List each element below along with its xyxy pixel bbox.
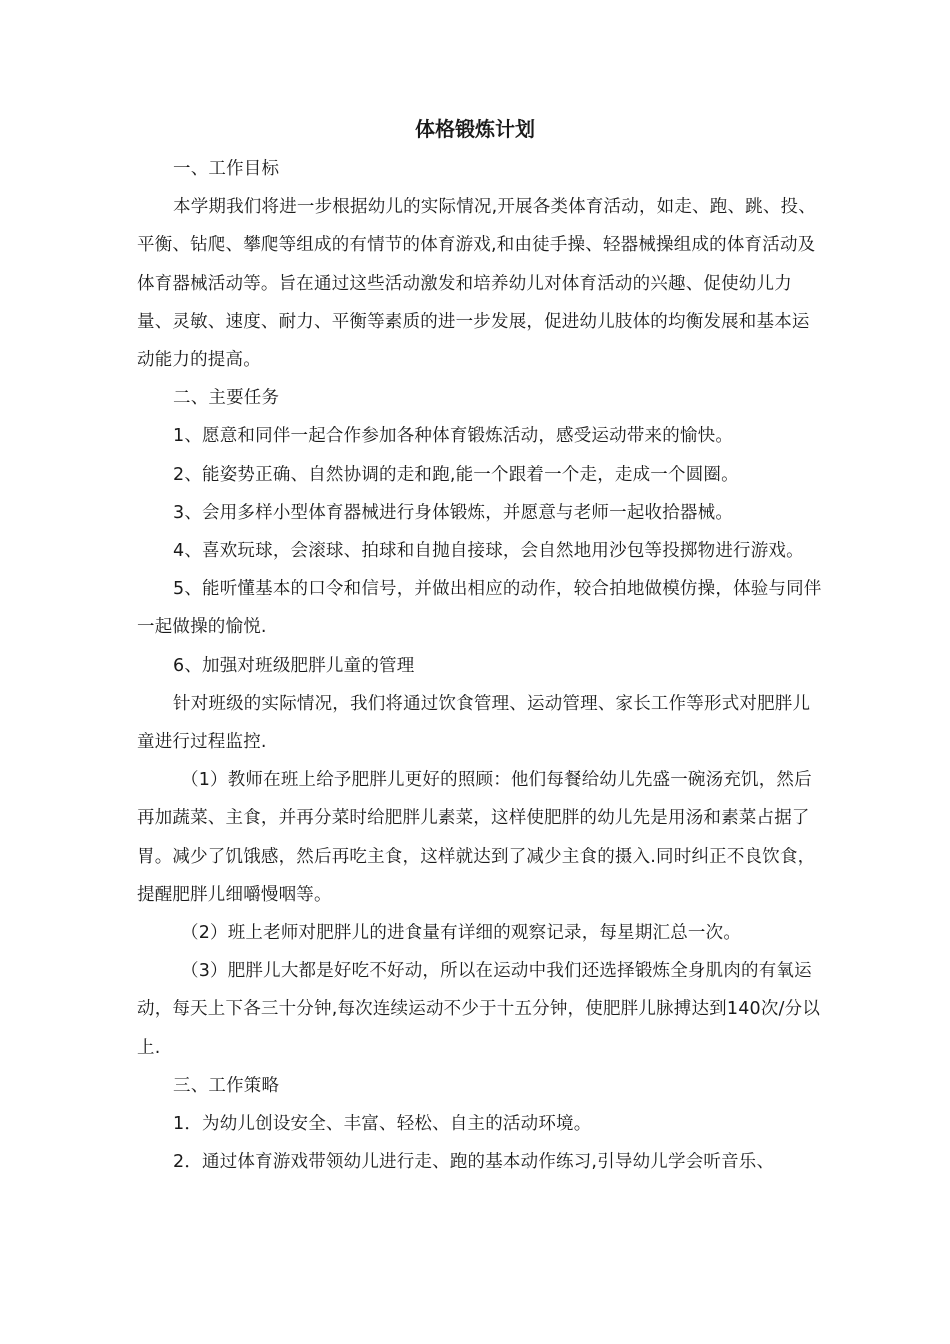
sub-item-1: （1）教师在班上给予肥胖儿更好的照顾：他们每餐给幼儿先盛一碗汤充饥，然后再加蔬菜、主食，并再分菜时给肥胖儿素菜，这样使肥胖的幼儿先是用汤和素菜占据了胃。减少了饥饿感，然后再吃主食，这样就达到了减少主食的摄入.同时纠正不良饮食，提醒肥胖儿细嚼慢咽等。 — [137, 770, 816, 905]
task-item-1: 1、愿意和同伴一起合作参加各种体育锻炼活动，感受运动带来的愉快。 — [173, 426, 734, 447]
section-heading-strategy: 三、工作策略 — [173, 1075, 280, 1096]
section-heading-tasks: 二、主要任务 — [173, 388, 280, 409]
section-heading-goals: 一、工作目标 — [173, 159, 280, 179]
task-item-4: 4、喜欢玩球，会滚球、拍球和自抛自接球，会自然地用沙包等投掷物进行游戏。 — [173, 541, 804, 562]
sub-item-2: （2）班上老师对肥胖儿的进食量有详细的观察记录，每星期汇总一次。 — [181, 923, 742, 944]
paragraph-goals-body: 本学期我们将进一步根据幼儿的实际情况,开展各类体育活动，如走、跑、跳、投、平衡、钻爬、攀爬等组成的有情节的体育游戏,和由徒手操、轻器械操组成的体育活动及体育器械活动等。旨在通过这些活动激发和培养幼儿对体育活动的兴趣、促使幼儿力量、灵敏、速度、耐力、平衡等素质的进一步发展，促进幼儿肢体的均衡发展和基本运动能力的提高。 — [137, 197, 816, 371]
task-item-5: 5、能听懂基本的口令和信号，并做出相应的动作，较合拍地做模仿操，体验与同伴一起做操的愉悦. — [137, 579, 822, 638]
strategy-item-1: 1．为幼儿创设安全、丰富、轻松、自主的活动环境。 — [173, 1114, 592, 1135]
paragraph-obesity-management: 针对班级的实际情况，我们将通过饮食管理、运动管理、家长工作等形式对肥胖儿童进行过程监控. — [137, 693, 811, 753]
strategy-item-2: 2．通过体育游戏带领幼儿进行走、跑的基本动作练习,引导幼儿学会听音乐、 — [173, 1152, 775, 1173]
task-item-3: 3、会用多样小型体育器械进行身体锻炼，并愿意与老师一起收拾器械。 — [173, 502, 734, 523]
sub-item-3: （3）肥胖儿大都是好吃不好动，所以在运动中我们还选择锻炼全身肌肉的有氧运动，每天上下各三十分钟,每次连续运动不少于十五分钟，使肥胖儿脉搏达到140次/分以上. — [137, 961, 821, 1058]
task-item-6: 6、加强对班级肥胖儿童的管理 — [173, 655, 415, 676]
task-item-2: 2、能姿势正确、自然协调的走和跑,能一个跟着一个走，走成一个圆圈。 — [173, 464, 739, 485]
document-title: 体格锻炼计划 — [415, 117, 535, 141]
document-body — [137, 150, 827, 1181]
